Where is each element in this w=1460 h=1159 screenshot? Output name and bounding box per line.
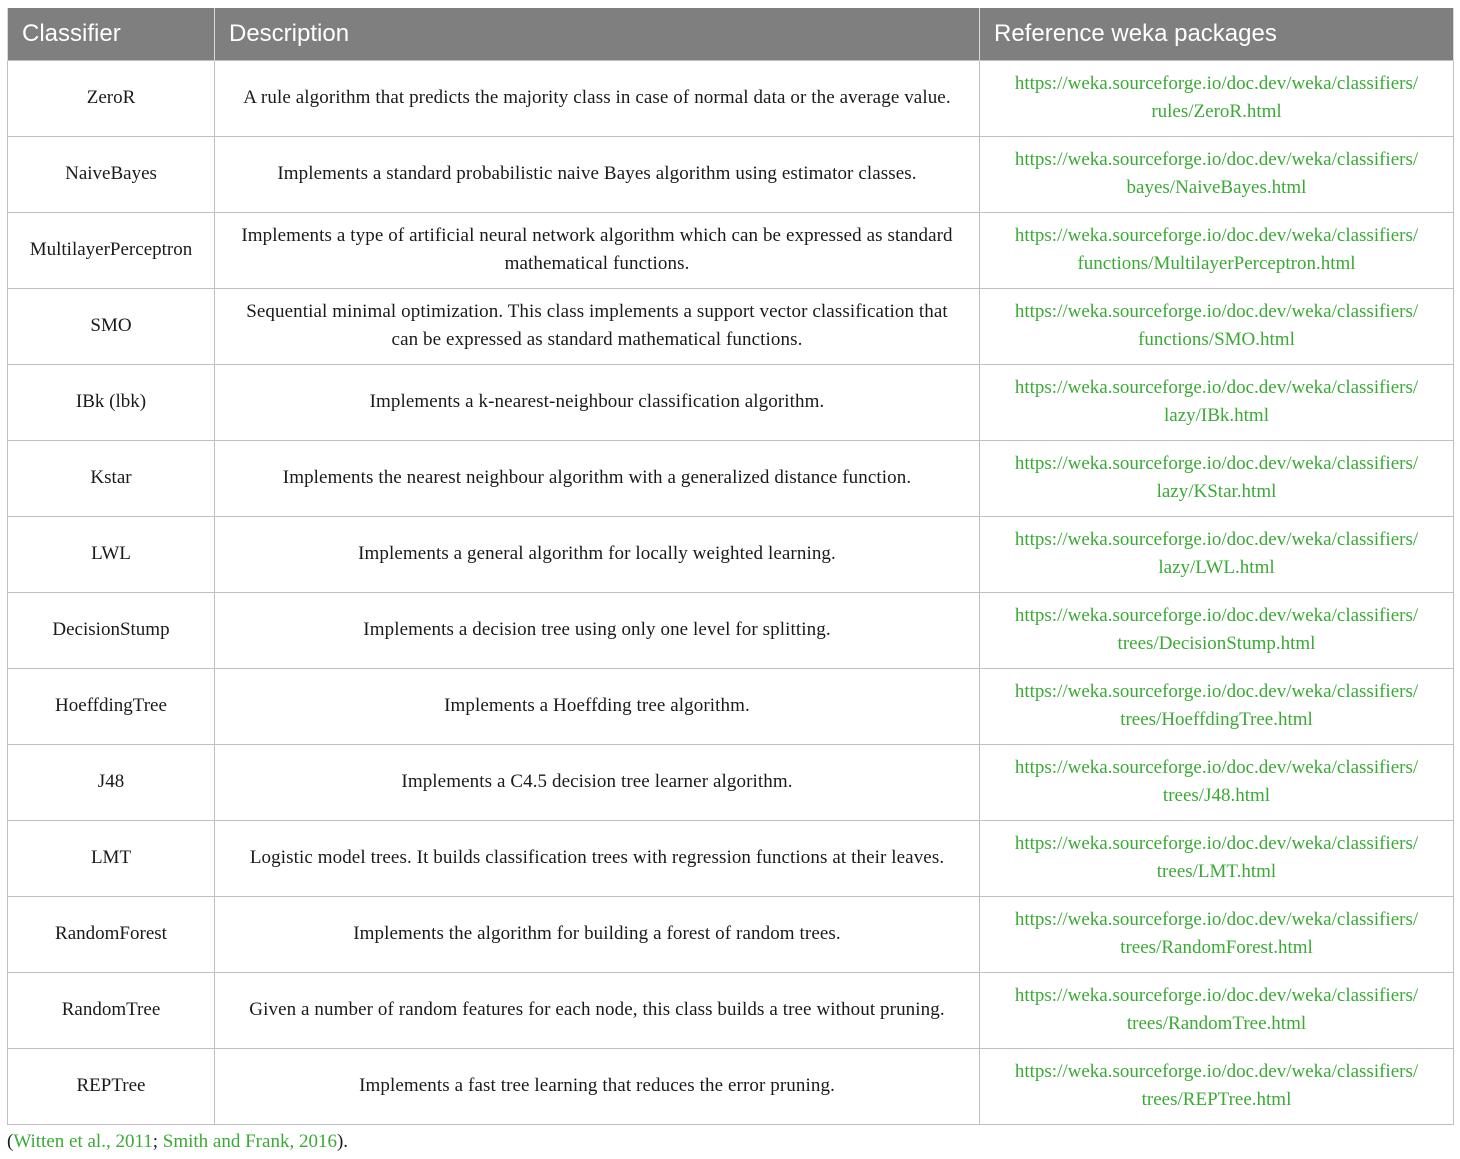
- classifier-name: LMT: [8, 820, 215, 896]
- header-reference: Reference weka packages: [980, 8, 1454, 60]
- citation-smith-link[interactable]: Smith and Frank, 2016: [162, 1131, 337, 1152]
- reference-link-line2[interactable]: functions/MultilayerPerceptron.html: [1077, 253, 1356, 274]
- classifier-name: J48: [8, 744, 215, 820]
- reference-link-line2[interactable]: trees/RandomTree.html: [1126, 1013, 1307, 1034]
- reference-link-line1[interactable]: https://weka.sourceforge.io/doc.dev/weka/classifiers/: [1014, 909, 1419, 930]
- reference-link-line2[interactable]: trees/DecisionStump.html: [1117, 633, 1316, 654]
- reference-link-line2[interactable]: functions/SMO.html: [1138, 329, 1295, 350]
- classifier-name: IBk (lbk): [8, 364, 215, 440]
- table-row: [8, 592, 1454, 668]
- reference-link-line2[interactable]: trees/LMT.html: [1156, 861, 1277, 882]
- reference-link-line1[interactable]: https://weka.sourceforge.io/doc.dev/weka/classifiers/: [1014, 225, 1419, 246]
- reference-link-line1[interactable]: https://weka.sourceforge.io/doc.dev/weka/classifiers/: [1014, 149, 1419, 170]
- reference-link-line1[interactable]: https://weka.sourceforge.io/doc.dev/weka/classifiers/: [1014, 833, 1419, 854]
- reference-link-line2[interactable]: rules/ZeroR.html: [1151, 101, 1282, 122]
- classifier-description: Implements a C4.5 decision tree learner algorithm.: [215, 744, 980, 820]
- reference-link-line2[interactable]: bayes/NaiveBayes.html: [1126, 177, 1307, 198]
- classifier-name: Kstar: [8, 440, 215, 516]
- footnote-separator: ;: [152, 1131, 163, 1152]
- classifier-description: Implements a Hoeffding tree algorithm.: [215, 668, 980, 744]
- reference-link-line1[interactable]: https://weka.sourceforge.io/doc.dev/weka/classifiers/: [1014, 377, 1419, 398]
- reference-link-line2[interactable]: trees/HoeffdingTree.html: [1120, 709, 1313, 730]
- table-row: [8, 820, 1454, 896]
- table-row: [8, 288, 1454, 364]
- reference-link-line1[interactable]: https://weka.sourceforge.io/doc.dev/weka/classifiers/: [1014, 529, 1419, 550]
- reference-link[interactable]: [980, 592, 1454, 668]
- citation-witten-link[interactable]: Witten et al., 2011: [13, 1131, 153, 1152]
- classifier-name: SMO: [8, 288, 215, 364]
- reference-link-line1[interactable]: https://weka.sourceforge.io/doc.dev/weka/classifiers/: [1014, 757, 1419, 778]
- classifier-description: Implements a fast tree learning that reduces the error pruning.: [215, 1048, 980, 1124]
- reference-link[interactable]: [980, 972, 1454, 1048]
- reference-link[interactable]: [980, 136, 1454, 212]
- table-row: [8, 668, 1454, 744]
- table-row: [8, 136, 1454, 212]
- reference-link-line2[interactable]: trees/J48.html: [1162, 785, 1271, 806]
- reference-link-line1[interactable]: https://weka.sourceforge.io/doc.dev/weka/classifiers/: [1014, 1061, 1419, 1082]
- classifier-table-container: [7, 8, 1453, 1125]
- classifier-description: Given a number of random features for each node, this class builds a tree without pruning.: [215, 972, 980, 1048]
- footnote-open: (: [7, 1131, 14, 1152]
- table-row: [8, 364, 1454, 440]
- table-row: [8, 440, 1454, 516]
- table-row: [8, 972, 1454, 1048]
- reference-link-line1[interactable]: https://weka.sourceforge.io/doc.dev/weka/classifiers/: [1014, 73, 1419, 94]
- reference-link-line1[interactable]: https://weka.sourceforge.io/doc.dev/weka/classifiers/: [1014, 301, 1419, 322]
- classifier-name: LWL: [8, 516, 215, 592]
- classifier-name: ZeroR: [8, 60, 215, 136]
- classifier-description: Implements the algorithm for building a forest of random trees.: [215, 896, 980, 972]
- classifier-name: RandomForest: [8, 896, 215, 972]
- reference-link-line1[interactable]: https://weka.sourceforge.io/doc.dev/weka/classifiers/: [1014, 605, 1419, 626]
- classifier-description: Implements a general algorithm for locally weighted learning.: [215, 516, 980, 592]
- classifier-description: Implements the nearest neighbour algorithm with a generalized distance function.: [215, 440, 980, 516]
- reference-link-line2[interactable]: trees/REPTree.html: [1141, 1089, 1292, 1110]
- classifier-name: HoeffdingTree: [8, 668, 215, 744]
- table-row: [8, 516, 1454, 592]
- reference-link-line2[interactable]: trees/RandomForest.html: [1120, 937, 1313, 958]
- classifier-description: Sequential minimal optimization. This class implements a support vector classification that can be expressed as standard mathematical functions.: [215, 288, 980, 364]
- reference-link-line1[interactable]: https://weka.sourceforge.io/doc.dev/weka/classifiers/: [1014, 985, 1419, 1006]
- classifier-name: RandomTree: [8, 972, 215, 1048]
- reference-link[interactable]: [980, 896, 1454, 972]
- classifier-description: Implements a decision tree using only one level for splitting.: [215, 592, 980, 668]
- reference-link-line2[interactable]: lazy/LWL.html: [1158, 557, 1275, 578]
- header-description: Description: [215, 8, 980, 60]
- classifier-description: Implements a standard probabilistic naive Bayes algorithm using estimator classes.: [215, 136, 980, 212]
- reference-link[interactable]: [980, 288, 1454, 364]
- classifier-name: REPTree: [8, 1048, 215, 1124]
- reference-link[interactable]: [980, 212, 1454, 288]
- reference-link[interactable]: [980, 364, 1454, 440]
- reference-link[interactable]: [980, 440, 1454, 516]
- classifier-name: DecisionStump: [8, 592, 215, 668]
- table-row: [8, 60, 1454, 136]
- table-row: [8, 744, 1454, 820]
- reference-link-line2[interactable]: lazy/IBk.html: [1163, 405, 1269, 426]
- reference-link[interactable]: [980, 60, 1454, 136]
- reference-link[interactable]: [980, 668, 1454, 744]
- classifier-description: A rule algorithm that predicts the majority class in case of normal data or the average value.: [215, 60, 980, 136]
- reference-link[interactable]: [980, 516, 1454, 592]
- classifier-name: NaiveBayes: [8, 136, 215, 212]
- reference-link-line1[interactable]: https://weka.sourceforge.io/doc.dev/weka/classifiers/: [1014, 453, 1419, 474]
- classifier-table: [7, 8, 1454, 1125]
- reference-link-line2[interactable]: lazy/KStar.html: [1156, 481, 1277, 502]
- table-row: [8, 212, 1454, 288]
- header-classifier: Classifier: [8, 8, 215, 60]
- classifier-name: MultilayerPerceptron: [8, 212, 215, 288]
- table-row: [8, 896, 1454, 972]
- reference-link-line1[interactable]: https://weka.sourceforge.io/doc.dev/weka/classifiers/: [1014, 681, 1419, 702]
- reference-link[interactable]: [980, 744, 1454, 820]
- table-footnote: [7, 1129, 348, 1155]
- footnote-close: ).: [336, 1131, 349, 1152]
- table-row: [8, 1048, 1454, 1124]
- reference-link[interactable]: [980, 820, 1454, 896]
- classifier-description: Logistic model trees. It builds classification trees with regression functions at their leaves.: [215, 820, 980, 896]
- table-header-row: [8, 8, 1454, 60]
- classifier-description: Implements a type of artificial neural network algorithm which can be expressed as standard mathematical functions.: [215, 212, 980, 288]
- classifier-description: Implements a k-nearest-neighbour classification algorithm.: [215, 364, 980, 440]
- reference-link[interactable]: [980, 1048, 1454, 1124]
